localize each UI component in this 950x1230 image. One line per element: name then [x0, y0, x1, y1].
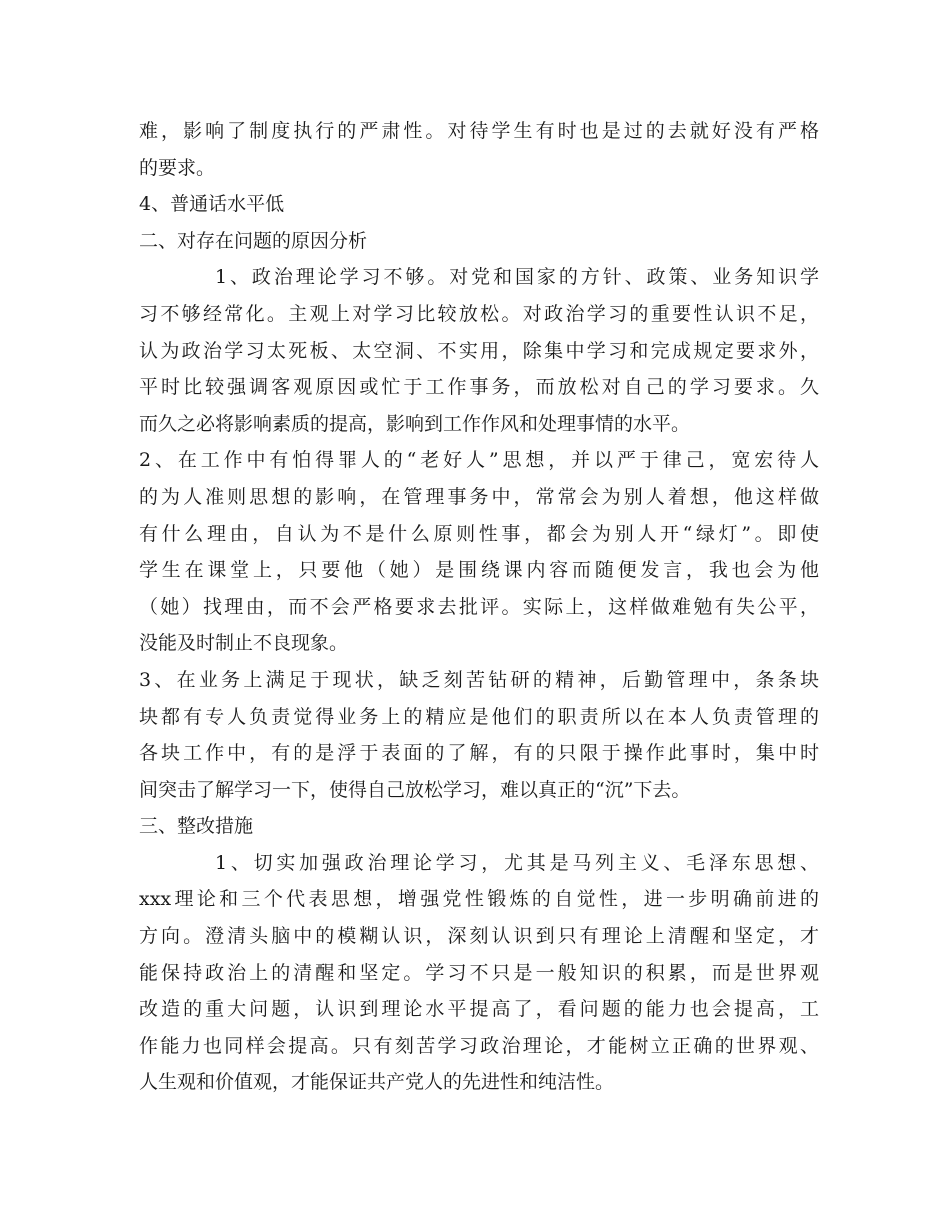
text-line: （她）找理由，而不会严格要求去批评。实际上，这样做难勉有失公平，: [139, 595, 819, 618]
text-line: 难，影响了制度执行的严肃性。对待学生有时也是过的去就好没有严格: [139, 120, 819, 142]
paragraph-first-line: 1、切实加强政治理论学习，尤其是马列主义、毛泽东思想、: [215, 851, 819, 874]
text-line: xxx理论和三个代表思想，增强党性锻炼的自觉性，进一步明确前进的: [139, 888, 819, 911]
text-line: 平时比较强调客观原因或忙于工作事务，而放松对自己的学习要求。久: [139, 376, 819, 399]
section-heading: 三、整改措施: [139, 815, 254, 838]
document-body: [139, 113, 819, 1101]
text-line: 各块工作中，有的是浮于表面的了解，有的只限于操作此事时，集中时: [139, 742, 819, 765]
text-line: 学生在课堂上，只要他（她）是围绕课内容而随便发言，我也会为他: [139, 559, 819, 582]
text-line: 方向。澄清头脑中的模糊认识，深刻认识到只有理论上清醒和坚定，才: [139, 925, 819, 948]
text-line: 块都有专人负责觉得业务上的精应是他们的职责所以在本人负责管理的: [139, 705, 819, 728]
text-line: 作能力也同样会提高。只有刻苦学习政治理论，才能树立正确的世界观、: [139, 1034, 819, 1057]
text-line: 有什么理由，自认为不是什么原则性事，都会为别人开“绿灯”。即使: [139, 522, 819, 545]
text-line: 没能及时制止不良现象。: [139, 632, 349, 655]
text-line: 能保持政治上的清醒和坚定。学习不只是一般知识的积累，而是世界观: [139, 961, 819, 984]
text-line: 习不够经常化。主观上对学习比较放松。对政治学习的重要性认识不足，: [139, 302, 819, 325]
section-heading: 二、对存在问题的原因分析: [139, 229, 368, 252]
text-line: 而久之必将影响素质的提高，影响到工作作风和处理事情的水平。: [139, 412, 691, 435]
paragraph-first-line: 3、在业务上满足于现状，缺乏刻苦钻研的精神，后勤管理中，条条块: [139, 668, 819, 691]
paragraph-first-line: 2、在工作中有怕得罪人的“老好人”思想，并以严于律己，宽宏待人: [139, 449, 819, 472]
text-line: 人生观和价值观，才能保证共产党人的先进性和纯洁性。: [139, 1071, 615, 1094]
text-line: 间突击了解学习一下，使得自己放松学习，难以真正的“沉”下去。: [139, 778, 691, 801]
text-line: 的要求。: [139, 156, 216, 179]
text-line: 的为人准则思想的影响，在管理事务中，常常会为别人着想，他这样做: [139, 485, 819, 508]
text-line: 认为政治学习太死板、太空洞、不实用，除集中学习和完成规定要求外，: [139, 339, 819, 362]
paragraph-first-line: 1、政治理论学习不够。对党和国家的方针、政策、业务知识学: [215, 266, 819, 289]
section-item-heading: 4、普通话水平低: [139, 193, 285, 216]
text-line: 改造的重大问题，认识到理论水平提高了，看问题的能力也会提高，工: [139, 998, 819, 1021]
